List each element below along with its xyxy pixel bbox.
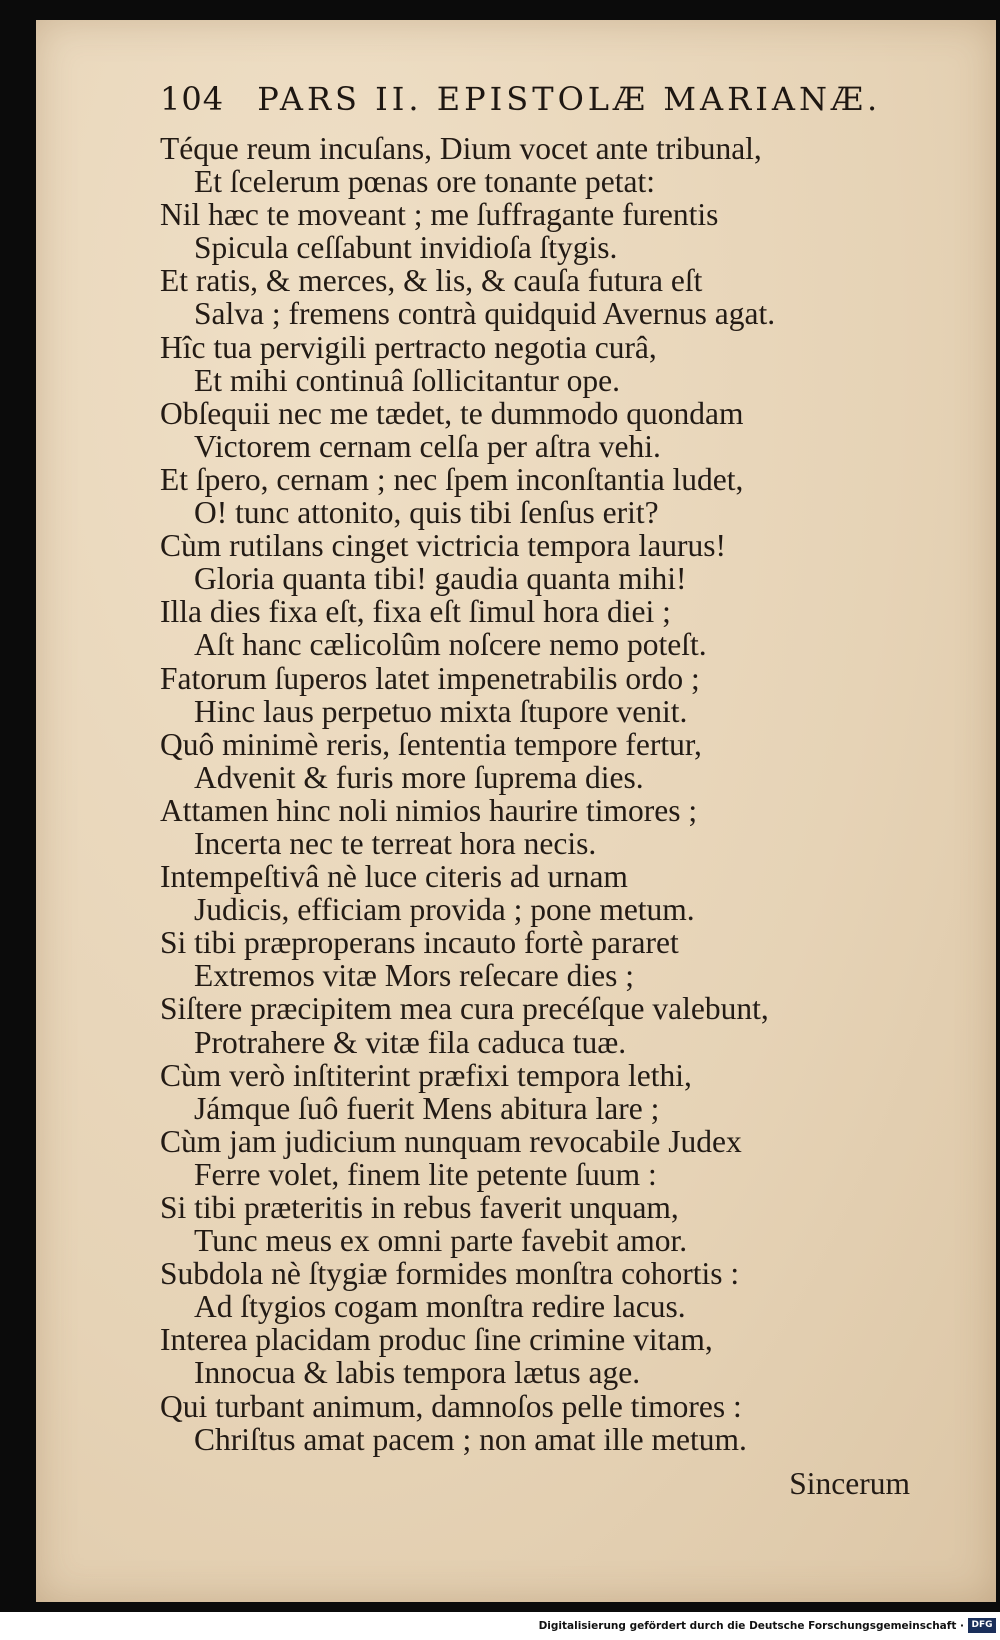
verse-line: Protrahere & vitæ fila caduca tuæ. [194,1024,627,1060]
verse-line: Et ratis, & merces, & lis, & cauſa futura eſt [160,263,703,299]
verse-line: Quô minimè reris, ſententia tempore fertur, [160,726,702,762]
page-content [36,20,996,1602]
funding-credit: Digitalisierung gefördert durch die Deutsche Forschungsgemeinschaft · [538,1620,964,1632]
verse-line: Nil hæc te moveant ; me ſuffragante furentis [160,197,719,233]
verse-line: Hîc tua pervigili pertracto negotia curâ, [160,329,657,365]
verse-line: Si tibi præteritis in rebus faverit unquam, [160,1190,679,1225]
page-number: 104 [160,80,225,118]
verse-line: Salva ; fremens contrà quidquid Avernus agat. [194,296,776,332]
verse-line: Gloria quanta tibi! gaudia quanta mihi! [194,561,687,597]
verse-line: Innocua & labis tempora lætus age. [194,1355,641,1391]
verse-line: Judicis, efficiam provida ; pone metum. [194,892,695,928]
dfg-logo-icon: DFG [968,1618,996,1633]
verse-line: Siſtere præcipitem mea cura precéſque valebunt, [160,991,769,1027]
verse-line: Tunc meus ex omni parte favebit amor. [194,1223,688,1259]
verse-line: Extremos vitæ Mors reſecare dies ; [194,958,635,994]
verse-line: Hinc laus perpetuo mixta ſtupore venit. [194,693,688,729]
verse-line: Si tibi præproperans incauto fortè pararet [160,925,679,961]
verse-line: Et ſpero, cernam ; nec ſpem inconſtantia ludet, [160,461,744,497]
verse-line: Cùm jam judicium nunquam revocabile Judex [160,1123,742,1159]
verse-line: Cùm verò inſtiterint præfixi tempora lethi, [160,1057,692,1093]
catchword: Sincerum [789,1466,910,1501]
verse-line: Qui turbant animum, damnoſos pelle timores : [160,1388,742,1424]
page-header [160,80,881,118]
verse-line: Aſt hanc cælicolûm noſcere nemo poteſt. [194,627,707,663]
verse-line: Incerta nec te terreat hora necis. [194,825,597,861]
verse-line: Ad ſtygios cogam monſtra redire lacus. [194,1289,686,1325]
verse-line: Subdola nè ſtygiæ formides monſtra cohortis : [160,1256,740,1292]
running-title: PARS II. EPISTOLÆ MARIANÆ. [257,80,882,118]
verse-line: Obſequii nec me tædet, te dummodo quondam [160,395,744,431]
verse-line: Fatorum ſuperos latet impenetrabilis ordo ; [160,660,700,696]
digitization-footer [0,1612,1000,1640]
verse-block [160,132,900,1456]
verse-line: Interea placidam produc ſine crimine vitam, [160,1322,713,1358]
verse-line: Spicula ceſſabunt invidioſa ſtygis. [194,230,618,266]
verse-line: Et ſcelerum pœnas ore tonante petat: [194,164,655,200]
verse-line: O! tunc attonito, quis tibi ſenſus erit? [194,495,659,531]
verse-line: Victorem cernam celſa per aſtra vehi. [194,428,661,464]
verse-line: Intempeſtivâ nè luce citeris ad urnam [160,859,628,895]
verse-line: Cùm rutilans cinget victricia tempora laurus! [160,528,726,564]
verse-line: Téque reum incuſans, Dium vocet ante tribunal, [160,131,762,166]
verse-line: Chriſtus amat pacem ; non amat ille metum. [194,1421,747,1457]
book-page [36,20,996,1602]
verse-line: Illa dies fixa eſt, fixa eſt ſimul hora diei ; [160,594,671,630]
verse-line: Jámque ſuô fuerit Mens abitura lare ; [194,1090,660,1126]
verse-line: Advenit & furis more ſuprema dies. [194,759,644,795]
verse-line: Ferre volet, finem lite petente ſuum : [194,1156,657,1192]
verse-line: Et mihi continuâ ſollicitantur ope. [194,362,621,398]
verse-line: Attamen hinc noli nimios haurire timores ; [160,792,698,828]
